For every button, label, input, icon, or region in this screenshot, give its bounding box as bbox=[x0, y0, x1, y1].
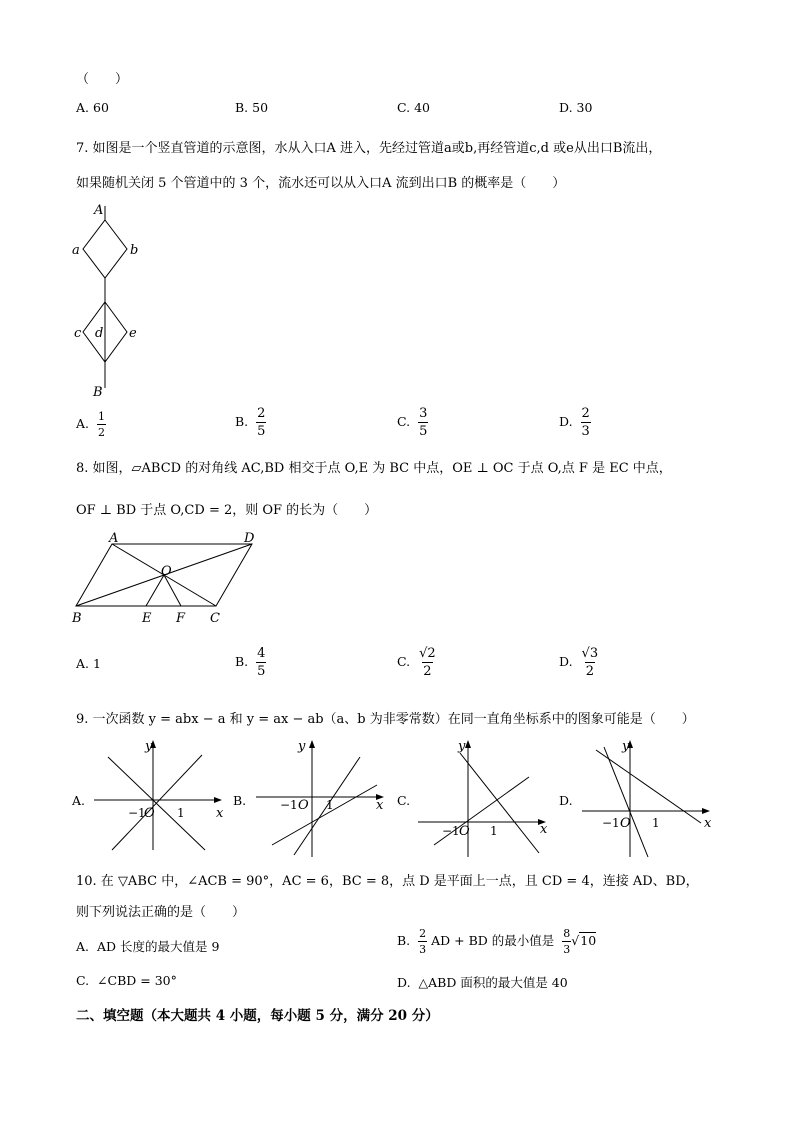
q9-graph-d bbox=[578, 735, 718, 860]
diagram-label-B: B bbox=[93, 385, 103, 400]
q8-option-a: A. 1 bbox=[76, 656, 101, 671]
diagram-label-D: D bbox=[244, 532, 255, 546]
q9-graph-a bbox=[90, 735, 230, 855]
diagram-label-O: O bbox=[161, 564, 172, 579]
svg-text:−1: −1 bbox=[602, 816, 620, 830]
svg-text:−1: −1 bbox=[128, 806, 146, 820]
q7-option-a: A. $\frac{1}{2}$ bbox=[76, 410, 105, 439]
svg-text:y: y bbox=[458, 739, 466, 754]
diagram-label-d: d bbox=[95, 326, 104, 341]
question-10-line-1: 10. 在 ▽ABC 中，∠ACB = 90°，AC = 6，BC = 8，点 D 是平面上一点，且 CD = 4，连接 AD、BD， bbox=[76, 874, 699, 889]
svg-text:O: O bbox=[459, 824, 470, 839]
q7-option-d: D. $\frac{2}{3}$ bbox=[559, 406, 590, 439]
pipe-diagram bbox=[60, 198, 160, 400]
question-9-line: 9. 一次函数 y = abx − a 和 y = ax − ab（a、b 为非零常数）在同一直角坐标系中的图象可能是（ ） bbox=[76, 712, 695, 727]
svg-text:y: y bbox=[298, 739, 306, 754]
question-10-line-2: 则下列说法正确的是（ ） bbox=[76, 905, 246, 920]
q8-option-b: B. $\frac{4}{5}$ bbox=[235, 646, 266, 679]
svg-text:1: 1 bbox=[326, 798, 334, 812]
diagram-label-B: B bbox=[72, 611, 82, 626]
diagram-label-A: A bbox=[94, 203, 104, 218]
diagram-label-C: C bbox=[210, 611, 220, 626]
q8-option-c: C. $\frac{√2}{2}$ bbox=[397, 646, 436, 679]
q9-option-b-label: B. bbox=[233, 793, 247, 808]
question-8-line-2: OF ⊥ BD 于点 O,CD = 2，则 OF 的长为（ ） bbox=[76, 503, 378, 518]
q10-option-a: A. AD 长度的最大值是 9 bbox=[76, 939, 220, 954]
q6-option-b: B. 50 bbox=[235, 100, 269, 115]
question-8-line-1: 8. 如图，▱ABCD 的对角线 AC,BD 相交于点 O,E 为 BC 中点，OE ⊥ OC 于点 O,点 F 是 EC 中点， bbox=[76, 461, 672, 476]
svg-text:1: 1 bbox=[177, 806, 185, 820]
question-6-paren: （ ） bbox=[76, 72, 129, 87]
svg-text:x: x bbox=[704, 816, 712, 831]
q7-option-c: C. $\frac{3}{5}$ bbox=[397, 406, 428, 439]
question-7-line-2: 如果随机关闭 5 个管道中的 3 个，流水还可以从入口A 流到出口B 的概率是（ ） bbox=[76, 176, 566, 191]
svg-text:x: x bbox=[216, 806, 224, 821]
svg-text:1: 1 bbox=[652, 816, 660, 830]
question-7-line-1: 7. 如图是一个竖直管道的示意图，水从入口A 进入，先经过管道a或b,再经管道c,d 或e从出口B流出， bbox=[76, 141, 662, 156]
svg-text:x: x bbox=[376, 798, 384, 813]
q10-option-c: C. ∠CBD = 30° bbox=[76, 973, 177, 988]
diagram-label-c: c bbox=[74, 326, 82, 341]
q9-option-a-label: A. bbox=[72, 793, 86, 808]
q6-option-a: A. 60 bbox=[76, 100, 109, 115]
q7-option-b: B. $\frac{2}{5}$ bbox=[235, 406, 266, 439]
svg-text:O: O bbox=[620, 816, 631, 831]
q10-option-d: D. △ABD 面积的最大值是 40 bbox=[397, 975, 568, 990]
q8-option-d: D. $\frac{√3}{2}$ bbox=[559, 646, 599, 679]
q6-option-d: D. 30 bbox=[559, 100, 593, 115]
q9-graph-b bbox=[252, 735, 392, 860]
svg-text:O: O bbox=[144, 806, 155, 821]
q9-option-d-label: D. bbox=[559, 793, 573, 808]
q10-option-b: B. $\frac{2}{3}$ AD + BD 的最小值是 $\frac{8}{3}$ √10 bbox=[397, 927, 597, 956]
diagram-label-F: F bbox=[176, 611, 186, 626]
svg-text:x: x bbox=[540, 822, 548, 837]
diagram-label-e: e bbox=[129, 326, 137, 341]
q6-option-c: C. 40 bbox=[397, 100, 430, 115]
q9-option-c-label: C. bbox=[397, 793, 411, 808]
parallelogram-diagram bbox=[66, 532, 266, 628]
q9-graph-c bbox=[414, 735, 554, 860]
diagram-label-b: b bbox=[130, 243, 139, 258]
svg-text:O: O bbox=[298, 798, 309, 813]
svg-text:y: y bbox=[145, 739, 153, 754]
svg-text:−1: −1 bbox=[442, 824, 460, 838]
svg-text:1: 1 bbox=[490, 824, 498, 838]
diagram-label-a: a bbox=[72, 243, 80, 258]
section-2-title: 二、填空题（本大题共 4 小题，每小题 5 分，满分 20 分） bbox=[76, 1008, 439, 1024]
diagram-label-A: A bbox=[109, 532, 119, 546]
svg-text:y: y bbox=[622, 739, 630, 754]
svg-text:−1: −1 bbox=[280, 798, 298, 812]
diagram-label-E: E bbox=[142, 611, 152, 626]
